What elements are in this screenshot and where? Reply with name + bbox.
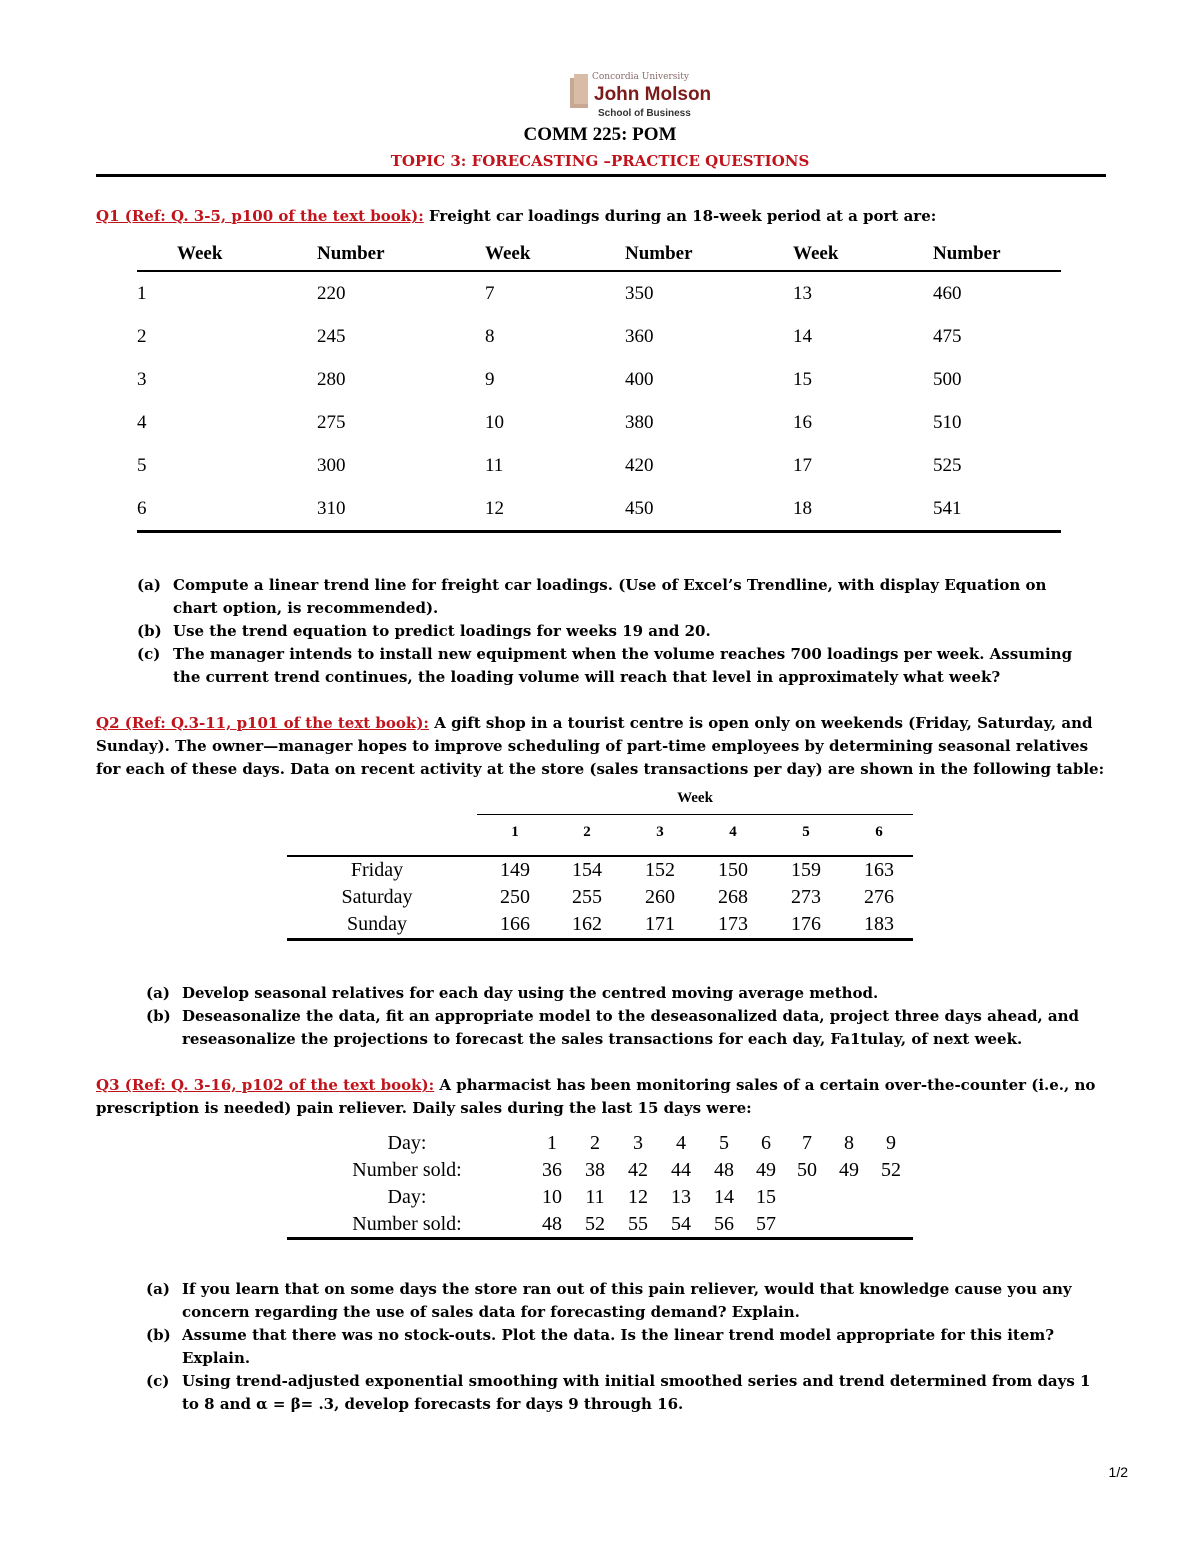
q3-subquestions [146,1278,1096,1416]
q3-day-label: Day: [387,1132,427,1154]
item-text: Using trend-adjusted exponential smoothing with initial smoothed series and trend determined from days 1 to 8 and α = β= .3, develop forecasts for days 9 through 16. [182,1372,1091,1413]
table-cell: 52 [881,1159,901,1181]
table-cell: 5 [137,454,147,476]
table-cell: 310 [317,487,485,532]
item-text: Compute a linear trend line for freight car loadings. (Use of Excel’s Trendline, with display Equation on chart option, is recommended). [173,576,1047,617]
list-item [146,1324,1096,1370]
table-cell: 57 [756,1213,776,1235]
table-cell: 2 [137,325,147,347]
logo-name: John Molson [594,84,712,105]
table-cell: 49 [756,1159,776,1181]
list-item [137,574,1087,620]
item-label: (a) [146,984,170,1002]
table-cell: 1 [137,282,147,304]
table-rule [287,938,913,941]
table-row [137,487,1061,532]
q2-subquestions [146,982,1096,1051]
table-cell: 6 [137,487,317,532]
table-cell: 49 [839,1159,859,1181]
table-cell: 44 [671,1159,691,1181]
table-cell: 525 [933,454,962,476]
q2-week-header: 5 [802,824,810,840]
table-cell: 18 [793,487,933,532]
q2-week-header: 2 [583,824,591,840]
table-cell: 280 [317,368,346,390]
table-cell: 150 [718,859,748,881]
table-cell: 154 [572,859,602,881]
table-cell: 3 [137,368,147,390]
item-text: Develop seasonal relatives for each day using the centred moving average method. [182,984,879,1002]
table-cell: 420 [625,454,654,476]
q2-day-label: Sunday [347,913,407,935]
table-cell: 14 [793,325,812,347]
table-cell: 14 [714,1186,734,1208]
table-cell: 12 [628,1186,648,1208]
q1-header-number: Number [625,237,793,271]
q1-header-number: Number [317,237,485,271]
table-cell: 4 [676,1132,686,1154]
table-cell: 13 [793,282,812,304]
table-cell: 10 [485,411,504,433]
q1-header-week: Week [793,237,933,271]
table-cell: 260 [645,886,675,908]
table-cell: 9 [485,368,495,390]
table-cell: 38 [585,1159,605,1181]
item-label: (b) [146,1007,171,1025]
header-divider [96,174,1106,177]
item-label: (c) [146,1372,170,1390]
table-row [137,401,1061,444]
table-cell: 183 [864,913,894,935]
table-cell: 163 [864,859,894,881]
table-rule [287,855,913,857]
table-cell: 166 [500,913,530,935]
item-text: Assume that there was no stock-outs. Plot the data. Is the linear trend model appropriate for this item? Explain. [182,1326,1055,1367]
q2-day-label: Friday [350,859,404,881]
logo-emblem-icon [566,72,594,112]
table-cell: 5 [719,1132,729,1154]
table-cell: 220 [317,282,346,304]
table-cell: 152 [645,859,675,881]
page-title: COMM 225: POM [523,124,677,145]
q2-table [287,786,913,946]
list-item [146,1370,1096,1416]
q2-week-header: 1 [511,824,519,840]
table-cell: 10 [542,1186,562,1208]
item-label: (b) [137,622,162,640]
q2-week-header: 3 [656,824,664,840]
q3-table [287,1132,913,1242]
list-item [146,982,1096,1005]
table-cell: 56 [714,1213,734,1235]
table-cell: 255 [572,886,602,908]
table-cell: 15 [793,368,812,390]
q3-intro [96,1074,1111,1120]
q1-intro [96,205,1106,228]
item-text: If you learn that on some days the store ran out of this pain reliever, would that knowledge cause you any concern regarding the use of sales data for forecasting demand? Explain. [182,1280,1072,1321]
table-cell: 11 [485,454,504,476]
table-cell: 276 [864,886,894,908]
table-cell: 510 [933,411,962,433]
logo-school: School of Business [598,108,691,119]
table-cell: 350 [625,282,654,304]
table-cell: 7 [802,1132,812,1154]
table-cell: 42 [628,1159,648,1181]
table-cell: 400 [625,368,654,390]
q2-text: A gift shop in a tourist centre is open only on weekends (Friday, Saturday, and Sunday). The owner—manager hopes to improve scheduling of part-time employees by determining seasonal relatives for each of these days. Data on recent activity at the store (sales transactions per day) are shown in the following table: [96,714,1105,778]
logo-university: Concordia University [592,72,689,82]
table-cell: 55 [628,1213,648,1235]
table-cell: 17 [793,454,812,476]
page-number: 1/2 [1108,1464,1128,1480]
list-item [137,620,1087,643]
item-label: (c) [137,645,161,663]
table-cell: 159 [791,859,821,881]
q2-week-header: 6 [875,824,883,840]
table-row [137,358,1061,401]
table-cell: 149 [500,859,530,881]
table-cell: 48 [542,1213,562,1235]
table-cell: 2 [590,1132,600,1154]
q1-text: Freight car loadings during an 18-week period at a port are: [428,207,937,225]
q1-reference: Q1 (Ref: Q. 3-5, p100 of the text book): [96,207,424,225]
q1-header-week: Week [177,242,223,264]
table-header-row [137,237,1061,271]
table-cell: 8 [844,1132,854,1154]
school-logo [566,72,712,122]
list-item [146,1278,1096,1324]
table-cell: 1 [547,1132,557,1154]
table-rule [477,814,913,815]
table-cell: 173 [718,913,748,935]
table-cell: 245 [317,325,346,347]
table-cell: 380 [625,411,654,433]
q3-sold-label: Number sold: [352,1159,462,1181]
table-row [137,271,1061,315]
q2-table-caption: Week [677,790,713,806]
table-cell: 8 [485,325,495,347]
table-row [137,444,1061,487]
table-cell: 273 [791,886,821,908]
table-cell: 500 [933,368,962,390]
table-cell: 52 [585,1213,605,1235]
table-cell: 54 [671,1213,691,1235]
table-cell: 11 [585,1186,605,1208]
table-row [137,315,1061,358]
q1-table [137,237,1061,533]
item-text: Deseasonalize the data, fit an appropriate model to the deseasonalized data, project three days ahead, and reseasonalize the projections to forecast the sales transactions for each day, Fa1tulay, of next week. [182,1007,1080,1048]
table-cell: 250 [500,886,530,908]
table-cell: 3 [633,1132,643,1154]
q3-sold-label: Number sold: [352,1213,462,1235]
q2-week-header: 4 [729,824,737,840]
table-cell: 360 [625,325,654,347]
q3-text: A pharmacist has been monitoring sales of a certain over-the-counter (i.e., no prescription is needed) pain reliever. Daily sales during the last 15 days were: [96,1076,1096,1117]
table-cell: 4 [137,411,147,433]
table-cell: 15 [756,1186,776,1208]
table-cell: 48 [714,1159,734,1181]
item-label: (a) [137,576,161,594]
table-cell: 475 [933,325,962,347]
item-label: (a) [146,1280,170,1298]
table-cell: 268 [718,886,748,908]
table-cell: 7 [485,282,495,304]
table-cell: 176 [791,913,821,935]
q1-header-number: Number [933,237,1061,271]
q3-day-label: Day: [387,1186,427,1208]
table-cell: 275 [317,411,346,433]
item-text: The manager intends to install new equipment when the volume reaches 700 loadings per week. Assuming the current trend continues, the loading volume will reach that level in approximately what week? [173,645,1073,686]
q3-reference: Q3 (Ref: Q. 3-16, p102 of the text book): [96,1076,435,1094]
table-cell: 16 [793,411,812,433]
table-cell: 6 [761,1132,771,1154]
table-cell: 36 [542,1159,562,1181]
page-subtitle: TOPIC 3: FORECASTING –PRACTICE QUESTIONS [390,152,810,170]
table-cell: 171 [645,913,675,935]
table-cell: 9 [886,1132,896,1154]
q2-day-label: Saturday [341,886,413,908]
list-item [146,1005,1096,1051]
table-cell: 541 [933,487,1061,532]
q2-intro [96,712,1111,781]
item-text: Use the trend equation to predict loadings for weeks 19 and 20. [173,622,711,640]
table-cell: 12 [485,487,625,532]
list-item [137,643,1087,689]
table-cell: 13 [671,1186,691,1208]
table-cell: 450 [625,487,793,532]
table-cell: 300 [317,454,346,476]
table-cell: 50 [797,1159,817,1181]
table-cell: 162 [572,913,602,935]
table-cell: 460 [933,282,962,304]
item-label: (b) [146,1326,171,1344]
q1-header-week: Week [485,237,625,271]
q2-reference: Q2 (Ref: Q.3-11, p101 of the text book): [96,714,429,732]
q1-subquestions [137,574,1087,689]
table-rule [287,1237,913,1240]
